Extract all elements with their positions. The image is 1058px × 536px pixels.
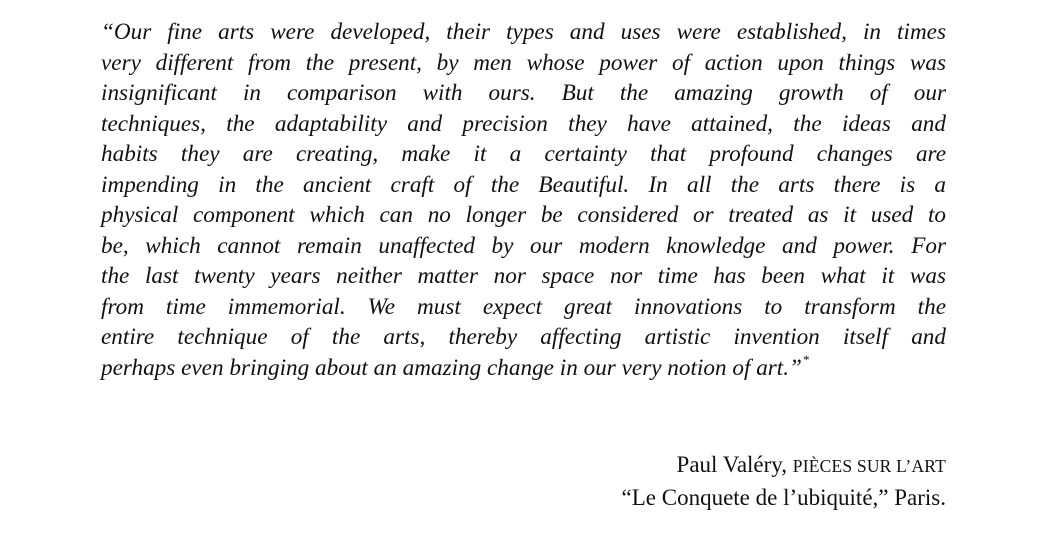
author-name: Paul Valéry, [676, 452, 793, 477]
quote-line: entire technique of the arts, thereby affecting artistic invention itself and [101, 324, 946, 351]
attribution-essay-line: “Le Conquete de l’ubiquité,” Paris. [621, 485, 946, 510]
quote-line: very different from the present, by men whose power of action upon things was [101, 49, 946, 76]
quote-line: physical component which can no longer be considered or treated as it used to [101, 202, 946, 229]
quote-line: from time immemorial. We must expect great innovations to transform the [101, 293, 946, 320]
footnote-marker: * [802, 352, 810, 368]
attribution [622, 449, 946, 514]
quote-line: habits they are creating, make it a certainty that profound changes are [101, 141, 946, 168]
quote-line: “Our fine arts were developed, their types and uses were established, in times [101, 19, 946, 45]
quotation [101, 17, 946, 384]
quote-line: insignificant in comparison with ours. But the amazing growth of our [101, 80, 946, 107]
quote-line: techniques, the adaptability and precision they have attained, the ideas and [101, 110, 946, 137]
quote-line: the last twenty years neither matter nor space nor time has been what it was [101, 263, 946, 290]
attribution-author-line [622, 449, 946, 482]
quote-line: be, which cannot remain unaffected by our modern knowledge and power. For [101, 232, 946, 259]
work-title: PIÈCES SUR L’ART [792, 456, 946, 476]
quote-line-last [101, 353, 946, 384]
quote-line-text: perhaps even bringing about an amazing change in our very notion of art.” [101, 355, 802, 382]
quote-line: impending in the ancient craft of the Beautiful. In all the arts there is a [101, 171, 946, 198]
